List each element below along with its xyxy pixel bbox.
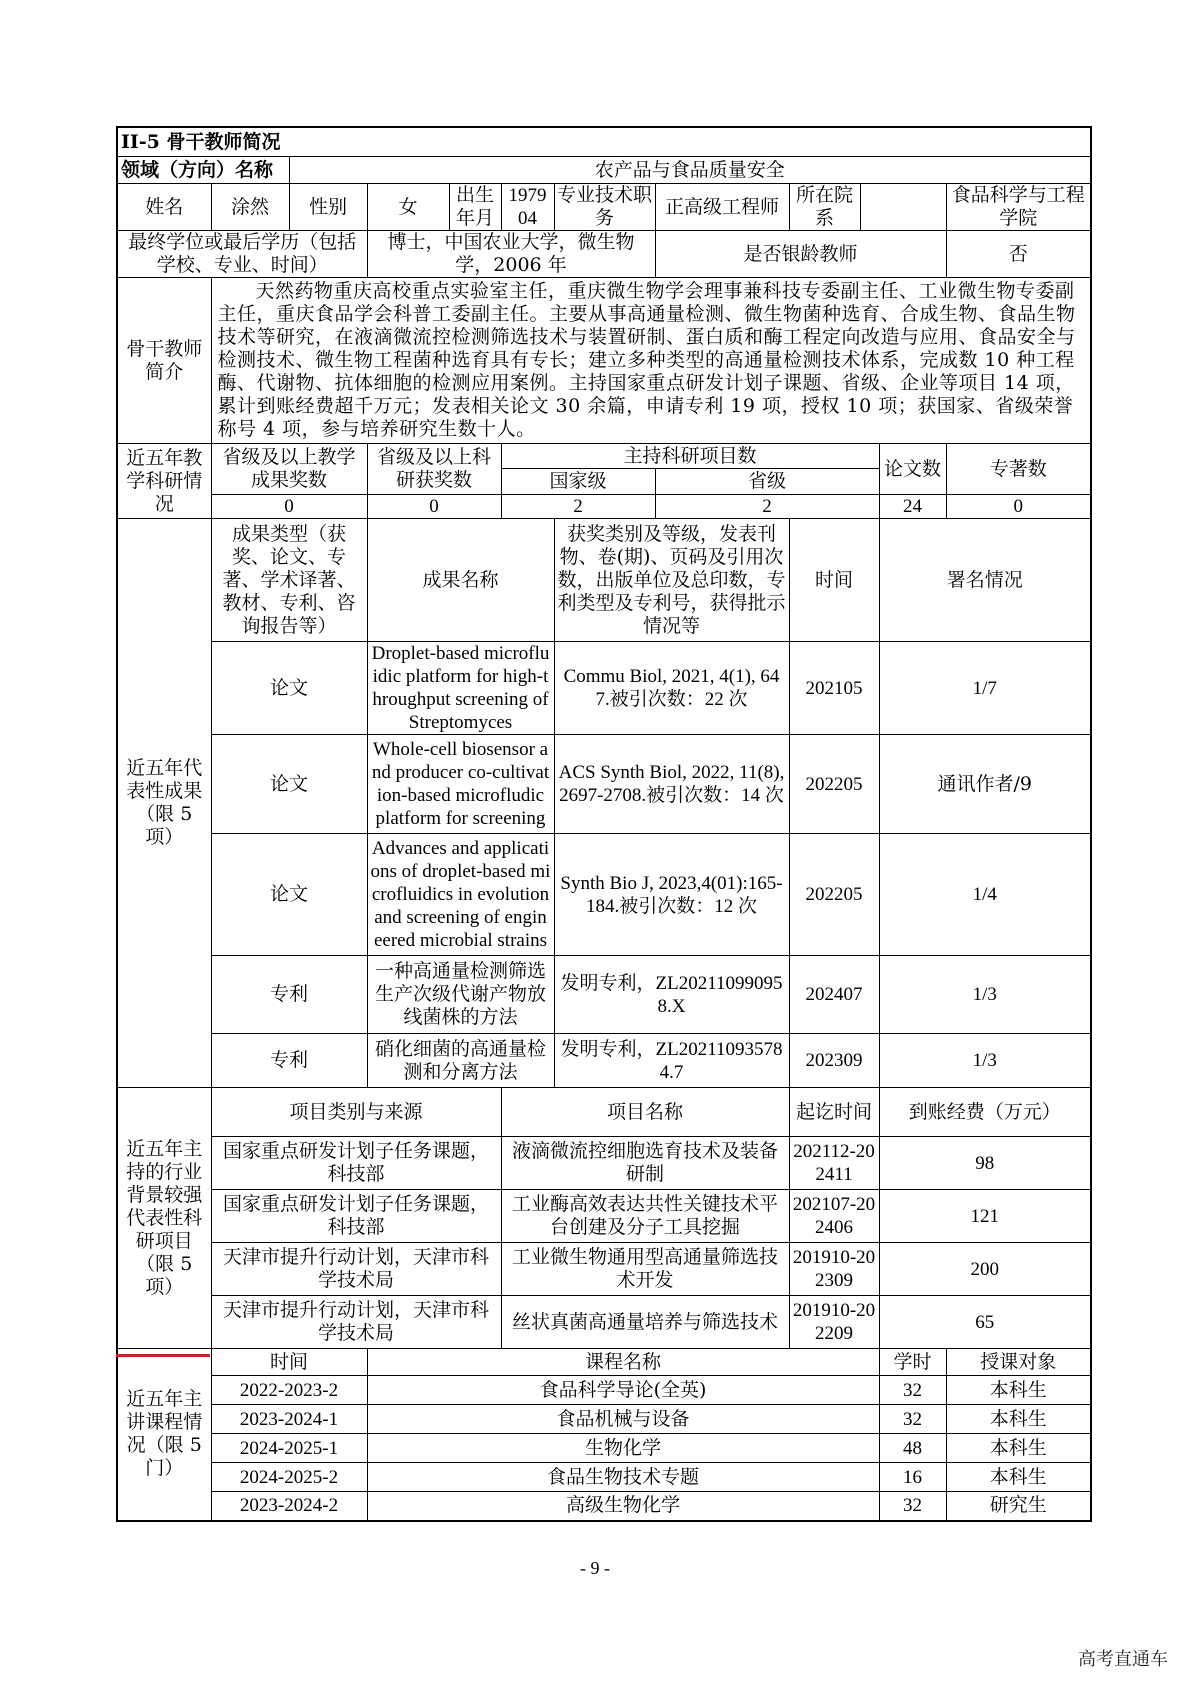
basic-info-row — [117, 184, 1091, 231]
birth-label: 出生年月 — [449, 184, 501, 231]
books-value: 0 — [946, 495, 1091, 519]
research-award-header: 省级及以上科研获奖数 — [367, 444, 501, 495]
course-time: 2024-2025-1 — [211, 1434, 367, 1463]
project-funds: 121 — [879, 1190, 1091, 1243]
section-title: II-5 骨干教师简况 — [117, 127, 1091, 157]
table-row — [117, 1034, 1091, 1088]
project-source-header: 项目类别与来源 — [211, 1088, 501, 1137]
table-row — [117, 1376, 1091, 1405]
achievement-type: 论文 — [211, 735, 367, 834]
project-funds: 200 — [879, 1243, 1091, 1296]
title-cell — [554, 184, 789, 231]
gender-label: 性别 — [289, 184, 367, 231]
table-row — [117, 834, 1091, 956]
table-row — [117, 1243, 1091, 1296]
table-row — [117, 1463, 1091, 1492]
teaching-award-value: 0 — [211, 495, 367, 519]
project-period-header: 起讫时间 — [789, 1088, 879, 1137]
course-time: 2024-2025-2 — [211, 1463, 367, 1492]
course-name: 生物化学 — [367, 1434, 879, 1463]
silver-value: 否 — [946, 231, 1091, 278]
section-title-row — [117, 127, 1091, 157]
course-name-header: 课程名称 — [367, 1349, 879, 1376]
course-name: 高级生物化学 — [367, 1492, 879, 1521]
research-header-row-1 — [117, 444, 1091, 469]
achievement-name: 硝化细菌的高通量检测和分离方法 — [367, 1034, 554, 1088]
course-name: 食品生物技术专题 — [367, 1463, 879, 1492]
degree-value: 博士，中国农业大学，微生物学，2006 年 — [367, 231, 655, 278]
project-name: 工业微生物通用型高通量筛选技术开发 — [501, 1243, 789, 1296]
project-source: 天津市提升行动计划，天津市科学技术局 — [211, 1296, 501, 1349]
papers-header: 论文数 — [879, 444, 946, 495]
table-row — [117, 1434, 1091, 1463]
books-header: 专著数 — [946, 444, 1091, 495]
bio-row — [117, 278, 1091, 444]
silver-label: 是否银龄教师 — [655, 231, 946, 278]
field-row — [117, 157, 1091, 184]
achievement-time-header: 时间 — [789, 519, 879, 642]
research-award-value: 0 — [367, 495, 501, 519]
achievement-info: ACS Synth Biol, 2022, 11(8), 2697-2708.被引次数：14 次 — [554, 735, 789, 834]
course-time-header: 时间 — [211, 1349, 367, 1376]
course-time: 2022-2023-2 — [211, 1376, 367, 1405]
projects-row-label: 近五年主持的行业背景较强代表性科研项目（限 5 项） — [117, 1088, 211, 1349]
achievement-info: Commu Biol, 2021, 4(1), 647.被引次数：22 次 — [554, 642, 789, 735]
achievement-type: 专利 — [211, 1034, 367, 1088]
course-time: 2023-2024-2 — [211, 1492, 367, 1521]
course-audience: 本科生 — [946, 1463, 1091, 1492]
achievement-sign: 通讯作者/9 — [879, 735, 1091, 834]
course-time: 2023-2024-1 — [211, 1405, 367, 1434]
name-label: 姓名 — [117, 184, 211, 231]
project-name-header: 项目名称 — [501, 1088, 789, 1137]
birth-value: 197904 — [501, 184, 554, 231]
course-audience: 本科生 — [946, 1376, 1091, 1405]
papers-value: 24 — [879, 495, 946, 519]
college-label: 所在院系 — [790, 184, 861, 230]
achievement-type: 论文 — [211, 834, 367, 956]
achievement-sign-header: 署名情况 — [879, 519, 1091, 642]
course-hours-header: 学时 — [879, 1349, 946, 1376]
course-audience: 本科生 — [946, 1434, 1091, 1463]
provincial-value: 2 — [655, 495, 879, 519]
achievement-name: Whole-cell biosensor and producer co-cultivation-based microfludic platform for screening — [367, 735, 554, 834]
project-source: 天津市提升行动计划，天津市科学技术局 — [211, 1243, 501, 1296]
achievement-time: 202407 — [789, 956, 879, 1034]
project-period: 201910-202309 — [789, 1243, 879, 1296]
projects-header-row — [117, 1088, 1091, 1137]
project-source: 国家重点研发计划子任务课题，科技部 — [211, 1190, 501, 1243]
achievement-sign: 1/7 — [879, 642, 1091, 735]
achievement-time: 202205 — [789, 834, 879, 956]
achievement-name-header: 成果名称 — [367, 519, 554, 642]
course-hours: 16 — [879, 1463, 946, 1492]
project-funds: 98 — [879, 1137, 1091, 1190]
course-hours: 48 — [879, 1434, 946, 1463]
provincial-header: 省级 — [655, 469, 879, 495]
title-label: 专业技术职 务 — [555, 184, 656, 230]
course-hours: 32 — [879, 1492, 946, 1521]
achievement-info: 发明专利，ZL202110935784.7 — [554, 1034, 789, 1088]
degree-row — [117, 231, 1091, 278]
course-name: 食品机械与设备 — [367, 1405, 879, 1434]
project-name: 工业酶高效表达共性关键技术平台创建及分子工具挖掘 — [501, 1190, 789, 1243]
project-period: 201910-202209 — [789, 1296, 879, 1349]
name-value: 涂然 — [211, 184, 289, 231]
achievement-type-header: 成果类型（获奖、论文、专著、学术译著、教材、专利、咨询报告等） — [211, 519, 367, 642]
course-audience-header: 授课对象 — [946, 1349, 1091, 1376]
project-funds: 65 — [879, 1296, 1091, 1349]
title-value: 正高级工程师 — [664, 195, 779, 218]
achievement-info: Synth Bio J, 2023,4(01):165-184.被引次数：12 次 — [554, 834, 789, 956]
table-row — [117, 642, 1091, 735]
course-audience: 本科生 — [946, 1405, 1091, 1434]
course-name: 食品科学导论(全英) — [367, 1376, 879, 1405]
national-header: 国家级 — [501, 469, 655, 495]
teacher-profile-sheet — [116, 126, 1088, 1522]
achievement-sign: 1/3 — [879, 956, 1091, 1034]
research-values-row — [117, 495, 1091, 519]
field-label: 领域（方向）名称 — [117, 157, 289, 184]
watermark: 高考直通车 — [1078, 1649, 1168, 1670]
achievement-info: 发明专利，ZL202110990958.X — [554, 956, 789, 1034]
achievement-name: Advances and applications of droplet-based microfluidics in evolution and screening of engineered microbial strains — [367, 834, 554, 956]
project-period: 202112-202411 — [789, 1137, 879, 1190]
table-row — [117, 1492, 1091, 1521]
course-hours: 32 — [879, 1405, 946, 1434]
achievement-type: 专利 — [211, 956, 367, 1034]
bio-label: 骨干教师简介 — [117, 278, 211, 444]
table-row — [117, 735, 1091, 834]
project-funds-header: 到账经费（万元） — [879, 1088, 1091, 1137]
achievement-sign: 1/4 — [879, 834, 1091, 956]
table-row — [117, 1405, 1091, 1434]
national-value: 2 — [501, 495, 655, 519]
research-row-label: 近五年教学科研情况 — [117, 444, 211, 519]
table-row — [117, 1137, 1091, 1190]
teacher-profile-table — [116, 126, 1092, 1522]
table-row — [117, 956, 1091, 1034]
red-divider — [116, 1354, 210, 1357]
table-row — [117, 1190, 1091, 1243]
achievement-sign: 1/3 — [879, 1034, 1091, 1088]
courses-row-label: 近五年主讲课程情况（限 5 门） — [117, 1349, 211, 1521]
course-hours: 32 — [879, 1376, 946, 1405]
course-audience: 研究生 — [946, 1492, 1091, 1521]
college-value: 食品科学与工程学院 — [946, 184, 1091, 231]
achievement-name: 一种高通量检测筛选生产次级代谢产物放线菌株的方法 — [367, 956, 554, 1034]
courses-header-row — [117, 1349, 1091, 1376]
project-source: 国家重点研发计划子任务课题，科技部 — [211, 1137, 501, 1190]
degree-label: 最终学位或最后学历（包括学校、专业、时间） — [117, 231, 367, 278]
teaching-award-header: 省级及以上教学成果奖数 — [211, 444, 367, 495]
project-name: 丝状真菌高通量培养与筛选技术 — [501, 1296, 789, 1349]
achievement-type: 论文 — [211, 642, 367, 735]
gender-value: 女 — [367, 184, 449, 231]
project-period: 202107-202406 — [789, 1190, 879, 1243]
project-name: 液滴微流控细胞选育技术及装备研制 — [501, 1137, 789, 1190]
achievements-row-label: 近五年代表性成果（限 5 项） — [117, 519, 211, 1088]
achievements-header-row — [117, 519, 1091, 642]
table-row — [117, 1296, 1091, 1349]
achievement-info-header: 获奖类别及等级，发表刊物、卷(期)、页码及引用次数，出版单位及总印数，专利类型及专利号，获得批示情况等 — [554, 519, 789, 642]
projects-header: 主持科研项目数 — [501, 444, 879, 469]
college-cell — [789, 184, 946, 231]
bio-text: 天然药物重庆高校重点实验室主任，重庆微生物学会理事兼科技专委副主任、工业微生物专委副主任，重庆食品学会科普工委副主任。主要从事高通量检测、微生物菌种选育、合成生物、食品生物技术等研究，在液滴微流控检测筛选技术与装置研制、蛋白质和酶工程定向改造与应用、食品安全与检测技术、微生物工程菌种选育具有专长；建立多种类型的高通量检测技术体系，完成数 10 种工程酶、代谢物、抗体细胞的检测应用案例。主持国家重点研发计划子课题、省级、企业等项目 14 项，累计到账经费超千万元；发表相关论文 30 余篇，申请专利 19 项，授权 10 项；获国家、省级荣誉称号 4 项，参与培养研究生数十人。 — [211, 278, 1091, 444]
field-value: 农产品与食品质量安全 — [289, 157, 1091, 184]
page-number: - 9 - — [580, 1558, 610, 1578]
achievement-name: Droplet-based microfluidic platform for high-throughput screening of Streptomyces — [367, 642, 554, 735]
achievement-time: 202205 — [789, 735, 879, 834]
achievement-time: 202309 — [789, 1034, 879, 1088]
achievement-time: 202105 — [789, 642, 879, 735]
